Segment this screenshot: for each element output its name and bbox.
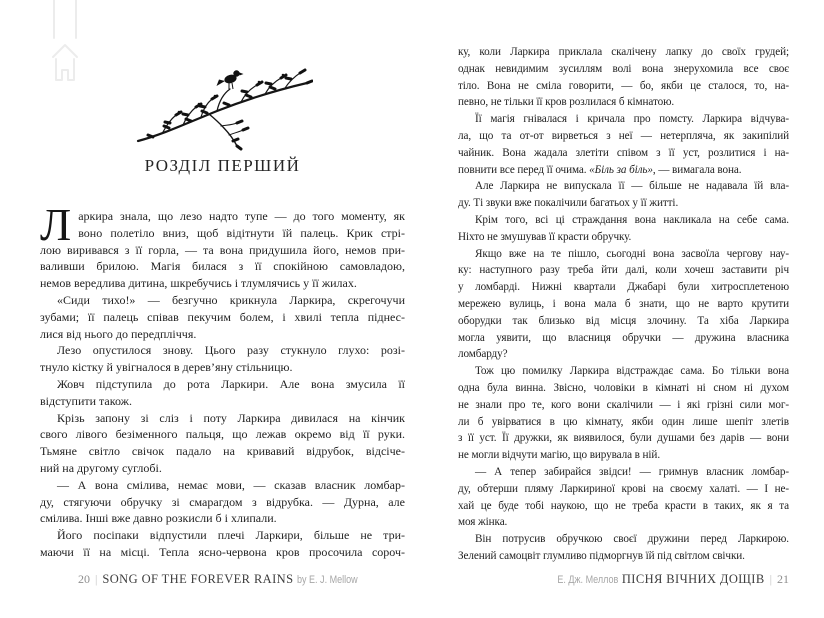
text-line: чайник. Вона жадала злетіти співом з її уст, розлитися і на-: [458, 146, 789, 159]
text-line: моя жінка.: [458, 516, 508, 529]
text-line: тіло. Вона не сміла говорити, — бо, якби це сталося, то, на-: [458, 79, 789, 92]
branch-with-bird-ornament-icon: [40, 62, 405, 159]
text-line: Крізь запону зі сліз і поту Ларкира дивилася на кінчик: [57, 410, 405, 425]
right-page-text: [458, 44, 789, 565]
text-line: ду, обтерши пляму Ларкириної крові на своєму халаті. — І не-: [458, 482, 789, 495]
text-line: Його посіпаки відпустили плечі Ларкири, більше не три-: [57, 528, 405, 543]
chapter-title: РОЗДІЛ ПЕРШИЙ: [144, 156, 301, 175]
text-line: з її уст. Її дружки, як виявилося, були душами без дарів — вони: [458, 432, 789, 445]
text-line: лою виривався з її горла, — та вона придушила його, немов при-: [40, 242, 405, 257]
left-page-text: [40, 199, 405, 561]
text-line: ломбарду?: [458, 348, 508, 361]
text-line: «Сиди тихо!» — безгучно крикнула Ларкира, скрегочучи: [57, 292, 405, 307]
book-author: Е. Дж. Меллов: [556, 574, 618, 586]
book-title-ua: ПІСНЯ ВІЧНИХ ДОЩІВ: [621, 572, 765, 586]
text-line: у ломбарді. Нижні квартали Джабарі були хитросплетеною: [458, 281, 789, 294]
text-line: воно полетіло вниз, щоб відітнути їй палець. Крик стрі-: [78, 225, 405, 240]
text-line: Тьмяне світло свічок падало на кривавий відрубок, відсіче-: [40, 444, 405, 459]
text-line: ла, що та от-от вирветься з неї — нетерпляча, як закипілий: [458, 129, 789, 142]
text-line: Зелений самоцвіт глумливо підморгнув їй під світлом свічки.: [458, 549, 745, 562]
drop-cap: Л: [40, 199, 72, 250]
text-line: Але Ларкира не випускала її — більше не надавала їй вла-: [475, 180, 789, 193]
text-line: не могли відчути магію, що вирувала в ній.: [458, 449, 661, 462]
footer-separator: |: [95, 572, 98, 586]
page-number: 21: [777, 572, 789, 586]
text-line: повнити все перед її очима. «Біль за біль», — вимагала вона.: [458, 163, 742, 176]
left-page: [40, 0, 405, 618]
right-page-footer: [458, 572, 789, 587]
text-line: Крім того, всі ці страждання вона накликала на себе сама.: [475, 213, 789, 226]
text-line: немов вередлива дитина, шкребучись і тлумлячись у її жилах.: [40, 276, 357, 291]
text-line: мережею вулиць, і вона мала б знати, що не варто крутити: [458, 297, 789, 310]
text-line: ду. Ті звуки вже покалічили багатьох у її житті.: [458, 197, 679, 210]
text-line: не знали про те, кого вони скалічили — і які грізні сили мог-: [458, 398, 789, 411]
text-line: Її магія гнівалася і кричала про помсту. Ларкира відчува-: [475, 113, 789, 126]
text-line: могла уявити, що власниця обручки — дружина власника: [458, 331, 789, 344]
text-line: одна була винна. Звісно, чоловіки в кімнаті ні сном ні духом: [458, 381, 789, 394]
footer-separator: |: [769, 572, 772, 586]
text-line: певно, не тільки її кров розлилася б кімнатою.: [458, 96, 675, 109]
text-line: ду, стягуючи обручку зі смарагдом з відрубка. — Дурна, але: [40, 494, 405, 509]
text-line: Жовч підступила до рота Ларкири. Але вона змусила її: [57, 376, 405, 391]
text-line: валивши брилою. Магія билася з її спокійною самовладою,: [40, 259, 405, 274]
text-line: зубами; її палець співав пекучим болем, і хвилі тепла піднес-: [40, 309, 405, 324]
text-line: Якщо вже на те пішло, сьогодні вона засвоїла чергову нау-: [475, 247, 789, 260]
text-line: Він потрусив обручкою своєї дружини перед Ларкирою.: [475, 533, 789, 546]
text-line: аркира знала, що лезо надто тупе — до того моменту, як: [78, 209, 405, 223]
text-line: смілива. Інші вже давно розкисли б і хлипали.: [40, 511, 277, 526]
text-line: — А тепер забирайся звідси! — гримнув власник ломбар-: [475, 465, 789, 478]
text-line: тнуло кістку й увігналося в дерев’яну стільницю.: [40, 360, 293, 375]
book-title: SONG OF THE FOREVER RAINS: [102, 572, 294, 586]
text-line: — А вона смілива, немає мови, — сказав власник ломбар-: [57, 477, 405, 492]
text-line: лися від нього до передпліччя.: [40, 326, 197, 341]
text-line: ли б увірватися в цю кімнату, якби один лише шепіт злетів: [458, 415, 789, 428]
text-line: ку: наступного разу треба йти далі, коли хочеш заставити річ: [458, 264, 789, 277]
text-line: відступити також.: [40, 393, 132, 408]
text-line: однак невидимим зусиллям волі вона знерухомила все своє: [458, 62, 789, 75]
text-line: хай це буде тобі наукою, що не треба красти в таких, як я та: [458, 499, 789, 512]
page-number: 20: [78, 572, 90, 586]
text-line: оборудки так близько від місця злочину. Та хіба Ларкира: [458, 314, 789, 327]
text-line: ний на другому суглобі.: [40, 460, 162, 475]
text-line: маючи її на місці. Тепла ясно-червона кров просочила сороч-: [40, 544, 405, 559]
text-line: свого лівого безіменного пальця, що лежав окремо від її руки.: [40, 427, 405, 442]
book-byline: by E. J. Mellow: [297, 574, 359, 586]
text-line: Лезо опустилося знову. Цього разу стукнуло глухо: розі-: [57, 343, 405, 358]
text-line: ку, коли Ларкира приклала скалічену лапку до своїх грудей;: [458, 46, 789, 58]
text-line: Тож цю помилку Ларкира відстраждає сама. Бо тільки вона: [475, 365, 789, 378]
left-page-footer: [78, 572, 371, 587]
text-line: Ніхто не змушував її красти обручку.: [458, 230, 632, 243]
